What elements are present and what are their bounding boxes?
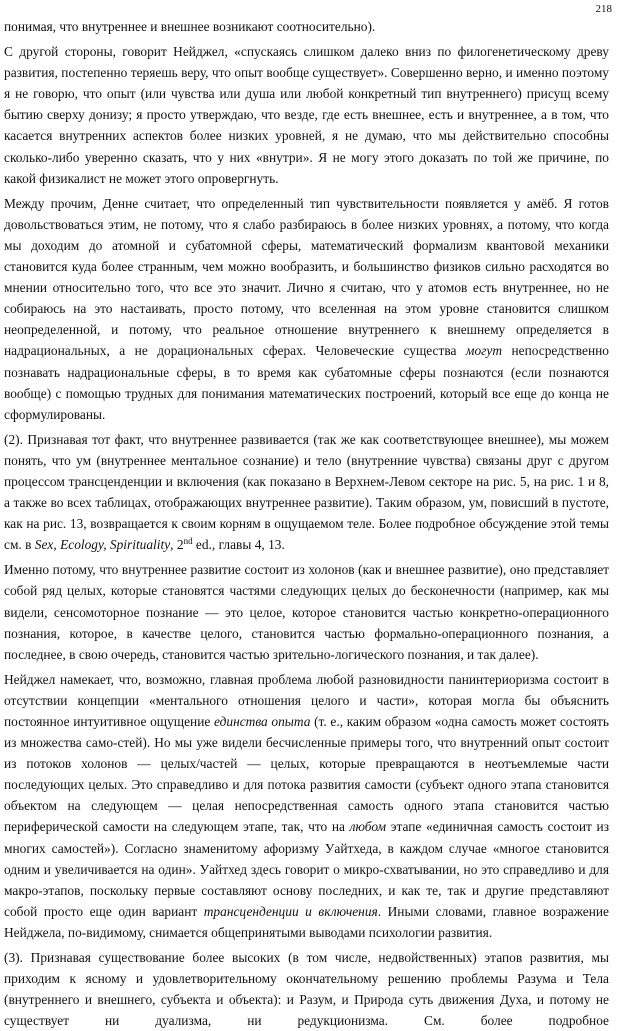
text-run: . Иными словами, главное возражение Нейджела, по-видимому, снимается общепринятыми выводами психологии развития. (4, 903, 609, 940)
italic-text: единства опыта (213, 714, 311, 729)
text-run: Именно потому, что внутреннее развитие состоит из холонов (как и внешнее развитие), оно представляет собой ряд целых, которые становятся частями следующих целых до бесконечности (например, как мы видели, сенсомоторное познание — это целое, которое становится частью конкретно-операционного познания, которое, в качестве целого, становится частью формально-операционного познания, а последнее, в свою очередь, становится частью зрительно-логического познания, и так далее). (4, 562, 609, 662)
paragraph-1 (4, 16, 609, 37)
text-run: Нейджел намекает, что, возможно, главная проблема любой разновидности панинтериоризма состоит в отсутствии концепции «ментального отношения целого и части», которая могла бы объяснить постоянное интуитивное ощущение (4, 671, 609, 729)
text-run: (2). Признавая тот факт, что внутреннее развивается (так же как соответствующее внешнее), мы можем понять, что ум (внутреннее ментальное сознание) и тело (внутренние чувства) связаны друг с другом процессом трансценденции и включения (как показано в Верхнем-Левом секторе на рис. 5, на рис. 1 и 8, а также во всех таблицах, отображающих внутреннее развитие). Таким образом, ум, повисший в пустоте, как на рис. 13, возвращается к своим корням в ощущаемом теле. Более подробное обсуждение этой темы см. в (4, 431, 609, 553)
paragraph-7 (4, 947, 609, 1031)
text-run: этапе «единичная самость состоит из многих самостей»). Согласно знаменитому афоризму Уайтхеда, в каждом случае «многое становится одним и увеличивается на один». Уайтхед здесь говорит о микро-схватывании, но это справедливо и для макро-этапов, поскольку первые составляют основу последних, и как те, так и другие представляют собой просто еще один вариант (4, 819, 609, 919)
text-run: Между прочим, Денне считает, что определенный тип чувствительности появляется у амёб. Я готов довольствоваться этим, не потому, что я слабо разбираюсь в более низких уровнях, а потому, что когда мы доходим до атомной и субатомной сферы, математический формализм квантовой механики становится куда более странным, чем можно вообразить, и большинство физиков сильно расходятся во мнении относительно того, что все это значит. Лично я считаю, что у атомов есть внутреннее, но не собираюсь на это настаивать, просто потому, что вселенная на этом уровне становится слишком неопределенной, и потому, что реальное отношение внутреннего к внешнему определяется в надрациональных, а не дорациональных сферах. Человеческие существа (4, 195, 609, 359)
paragraph-3 (4, 193, 609, 425)
text-run: С другой стороны, говорит Нейджел, «спускаясь слишком далеко вниз по филогенетическому древу развития, постепенно теряешь веру, что опыт вообще существует». Совершенно верно, и именно поэтому я не говорю, что опыт (или чувства или душа или любой конкретный тип внутреннего) присущ всему бытию сверху донизу; я просто утверждаю, что везде, где есть внешнее, есть и внутреннее, а в том, что касается внутренних аспектов более низких уровней, я не думаю, что мы действительно способны сколько-либо уверенно сказать, что у них «внутри». Я не могу этого доказать по той же причине, по какой физикалист не может этого опровергнуть. (4, 44, 609, 186)
text-run: (т. е., каким образом «одна самость может состоять из множества само-стей). Но мы уже видели бесчисленные примеры того, что внутренний опыт состоит из потоков холонов — целых/частей — целых, которые превращаются в неотъемлемые части последующих целых. Это справедливо и для потока развития самости (субъект одного этапа становится объектом на следующем — целая непосредственная самость одного этапа становится частью периферической самости на следующем этапе, так, что на (4, 714, 609, 835)
paragraph-4 (4, 429, 609, 556)
paragraph-2 (4, 41, 609, 189)
text-run: ed., главы 4, 13. (192, 537, 285, 553)
page-number: 218 (595, 3, 612, 15)
text-run: (3). Признавая существование более высоких (в том числе, недвойственных) этапов развития, мы приходим к ясному и удовлетворительному окончательному решению проблемы Разума и Тела (внутреннего и внешнего, субъекта и объекта): и Разум, и Природа суть движения Духа, и потому не существует ни дуализма, ни редукционизма. См. более подробное (4, 950, 609, 1029)
italic-text: трансценденции и включения (203, 903, 378, 919)
italic-text: Sex, Ecology, Spirituality (34, 537, 171, 553)
text-run: непосредственно познавать надрациональные сферы, в то время как субатомные сферы познаются (если познаются вообще) с помощью трудных для понимания математических построений, который все еще до конца не сформулированы. (4, 343, 609, 422)
paragraph-5 (4, 559, 609, 664)
italic-text: любом (349, 819, 387, 835)
text-run: понимая, что внутреннее и внешнее возникают соотносительно). (4, 19, 376, 34)
page-body (4, 16, 609, 1031)
italic-text: могут (465, 343, 502, 359)
paragraph-6 (4, 669, 609, 943)
superscript-text: nd (183, 536, 193, 547)
text-run: , 2 (170, 537, 184, 553)
